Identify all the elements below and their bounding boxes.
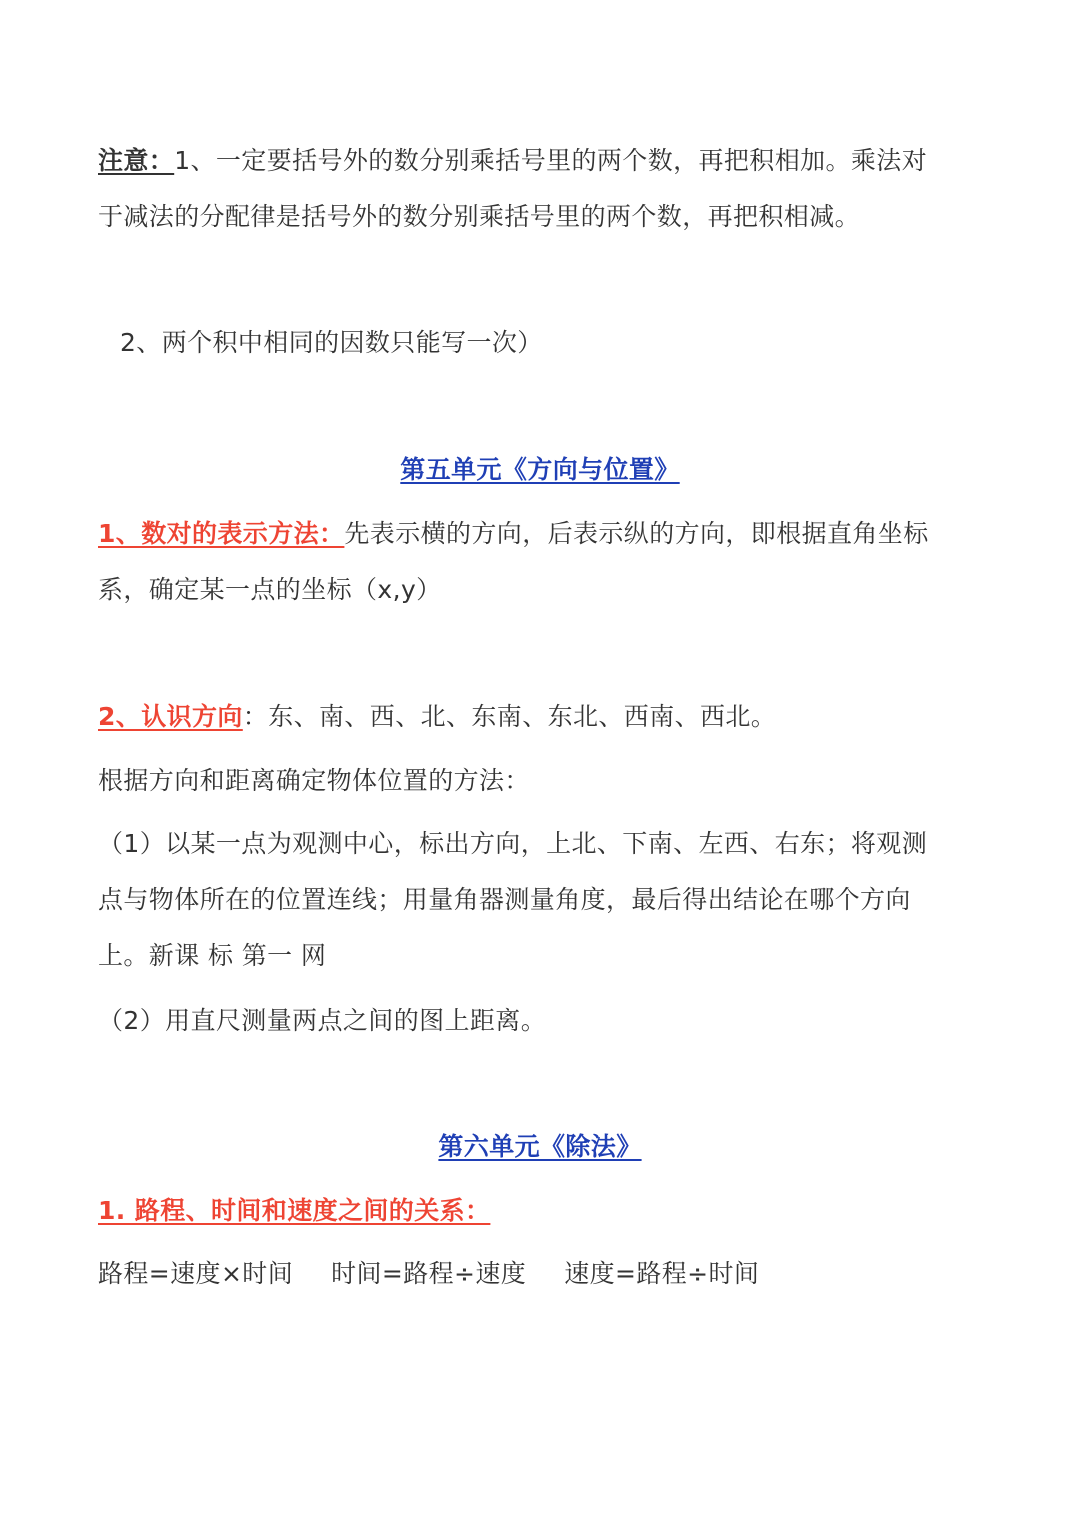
unit6-item1-label: 1. 路程、时间和速度之间的关系： [98,1196,491,1225]
formula-speed: 速度=路程÷时间 [564,1259,760,1288]
unit5-item1-line2: 系，确定某一点的坐标（x,y） [98,575,442,604]
unit5-step1-line2: 点与物体所在的位置连线；用量角器测量角度，最后得出结论在哪个方向 [98,885,911,914]
unit5-item1-line1 [98,515,984,553]
unit5-method-title: 根据方向和距离确定物体位置的方法： [98,766,530,795]
unit5-item2-text: ：东、南、西、北、东南、东北、西南、西北。 [242,702,777,731]
formula-distance: 路程=速度×时间 [98,1259,294,1288]
unit6-item1-line [98,1192,984,1230]
unit5-step1-line3: 上。新课 标 第一 网 [98,941,327,970]
formula-time: 时间=路程÷速度 [331,1259,527,1288]
unit5-item2-label: 2、认识方向 [98,702,243,731]
unit5-item1-label: 1、数对的表示方法： [98,519,345,548]
unit5-item1-text1: 先表示横的方向，后表示纵的方向，即根据直角坐标 [344,519,929,548]
note-text-1: 1、一定要括号外的数分别乘括号里的两个数，再把积相加。乘法对 [174,146,928,175]
unit6-title [0,1128,1080,1166]
unit6-formulas [98,1255,984,1293]
unit5-item2-line [98,698,984,736]
unit6-title-text: 第六单元《除法》 [438,1132,642,1161]
note-line-2: 于减法的分配律是括号外的数分别乘括号里的两个数，再把积相减。 [98,202,861,231]
unit5-step2: （2）用直尺测量两点之间的图上距离。 [98,1006,547,1035]
note-label: 注意： [98,146,175,175]
unit5-step1-line1: （1）以某一点为观测中心，标出方向，上北、下南、左西、右东；将观测 [98,829,928,858]
note-point-2: 2、两个积中相同的因数只能写一次） [120,328,543,357]
note-line-1 [98,142,984,180]
unit5-title-text: 第五单元《方向与位置》 [400,455,680,484]
unit5-title [0,451,1080,489]
